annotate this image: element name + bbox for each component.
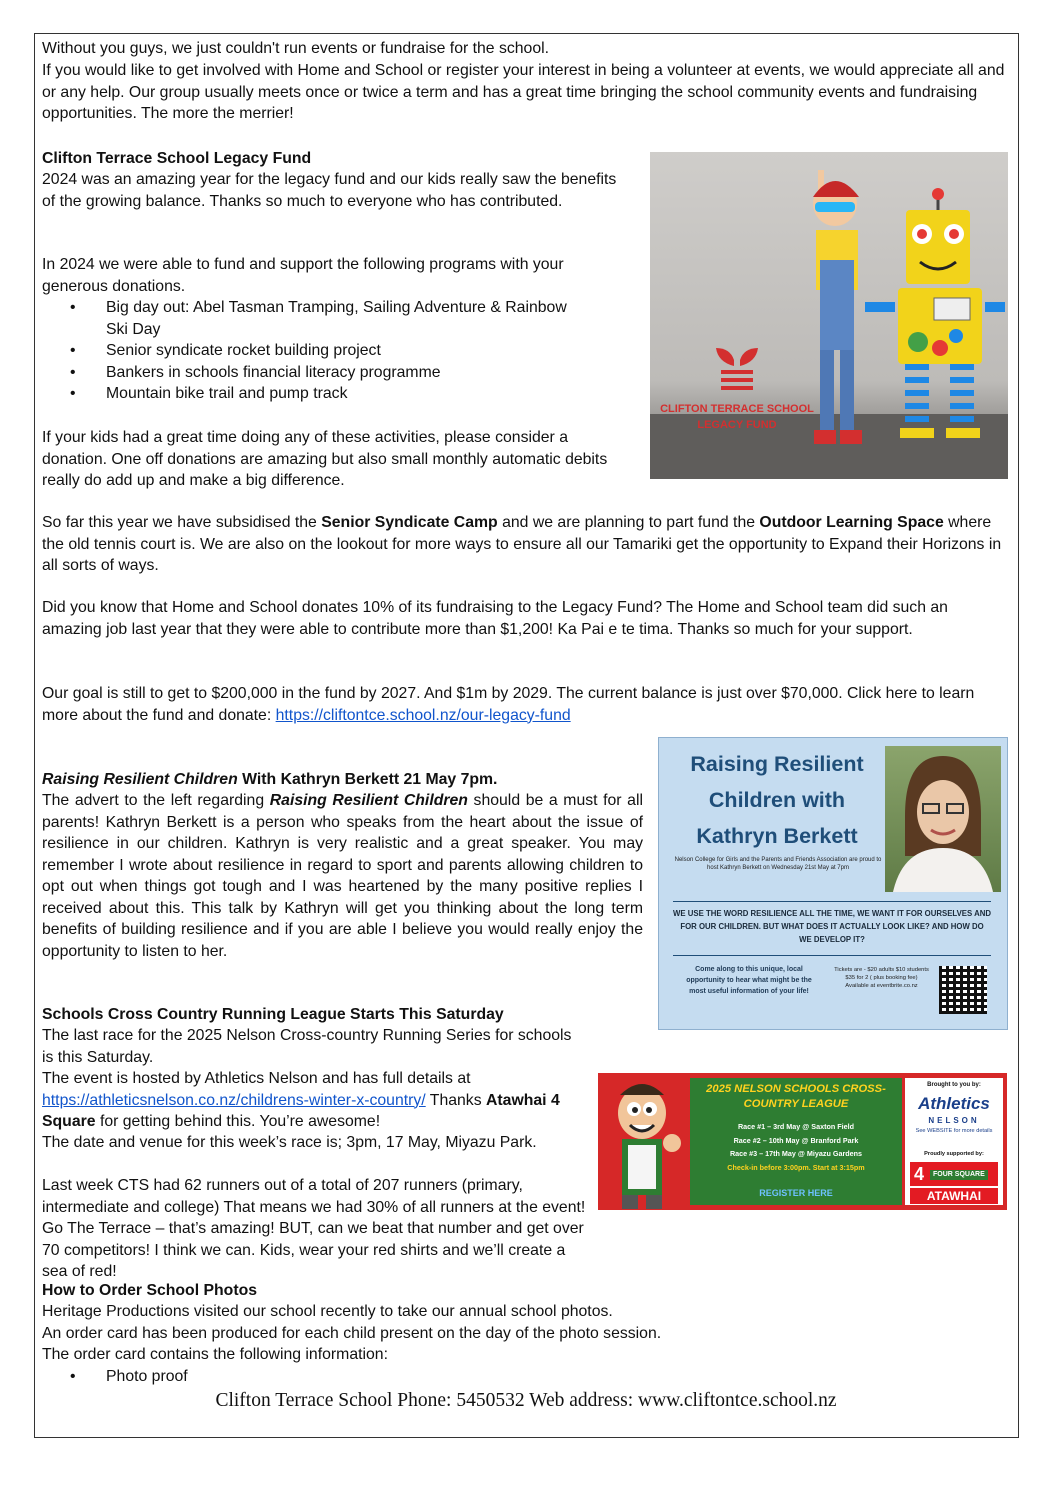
qr-code-icon[interactable] bbox=[939, 966, 987, 1014]
race-item: Race #3 – 17th May @ Miyazu Gardens bbox=[729, 1149, 863, 1158]
child-figure bbox=[813, 170, 862, 444]
photos-line-3: The order card contains the following information: bbox=[42, 1346, 388, 1363]
photos-line-1: Heritage Productions visited our school recently to take our annual school photos. bbox=[42, 1303, 613, 1320]
robot-figure bbox=[865, 188, 1005, 438]
text-run: Our goal is still to get to $200,000 in the fund by 2027. And $1m by 2029. The current balance is just over $70,000. Click here to learn more about the fund and donate: bbox=[42, 685, 975, 724]
text-run: should be a must for all parents! Kathryn Berkett is a person who speaks from the heart about the issue of resilience in our children. Kathryn is very realistic and a great speaker. You may remember I wrote about resilience in regard to sport and parents allowing children to opt out when things got tough and I was heartened by the many positive replies I received about this. This talk by Kathryn will get you thinking about the long term benefits of building resilience and if you are able I believe you would really enjoy the opportunity to listen to her. bbox=[42, 792, 643, 960]
text-run: The event is hosted by Athletics Nelson and has full details at bbox=[42, 1070, 471, 1087]
legacy-fund-logo-icon bbox=[716, 348, 758, 390]
league-info-panel bbox=[690, 1078, 902, 1205]
poster-host-text: Nelson College for Girls and the Parents and Friends Association are proud to host Kathryn Berkett on Wednesday 21st May at 7pm bbox=[674, 857, 882, 871]
cross-country-heading: Schools Cross Country Running League Starts This Saturday bbox=[42, 1006, 504, 1023]
cross-country-paragraph-2 bbox=[42, 1068, 597, 1133]
legacy-paragraph-6 bbox=[42, 683, 1012, 726]
supported-by-text: Proudly supported by: bbox=[924, 1151, 984, 1157]
poster-title: Raising Resilient Children with Kathryn Berkett bbox=[690, 752, 864, 848]
list-item: • Photo proof bbox=[70, 1366, 470, 1388]
four-square-logo bbox=[910, 1162, 998, 1186]
legacy-program-list bbox=[70, 297, 590, 405]
cross-country-paragraph-3: The date and venue for this week’s race is; 3pm, 17 May, Miyazu Park. bbox=[42, 1134, 537, 1151]
speaker-photo bbox=[885, 746, 1001, 892]
svg-text:LEGACY FUND: LEGACY FUND bbox=[697, 419, 777, 431]
legacy-paragraph-1: 2024 was an amazing year for the legacy fund and our kids really saw the benefits of the growing balance. Thanks so much to everyone who has contributed. bbox=[42, 171, 617, 210]
checkin-text: Check-in before 3:00pm. Start at 3:15pm bbox=[727, 1162, 865, 1172]
athletics-logo-text: Athletics bbox=[918, 1094, 990, 1113]
brought-to-you-text: Brought to you by: bbox=[927, 1082, 981, 1088]
list-item: • Bankers in schools financial literacy programme bbox=[70, 362, 590, 384]
legacy-fund-image bbox=[650, 152, 1008, 479]
svg-text:CLIFTON TERRACE SCHOOL: CLIFTON TERRACE SCHOOL bbox=[660, 403, 814, 415]
four-square-number: 4 bbox=[914, 1164, 925, 1184]
speaker-portrait-illustration bbox=[885, 746, 1001, 892]
text-run: So far this year we have subsidised the bbox=[42, 514, 322, 531]
legacy-paragraph-2: In 2024 we were able to fund and support the following programs with your generous donations. bbox=[42, 256, 564, 295]
mascot-icon bbox=[600, 1073, 688, 1210]
text-run: The advert to the left regarding bbox=[42, 792, 270, 809]
race-item: Race #2 – 10th May @ Branford Park bbox=[733, 1135, 859, 1145]
legacy-paragraph-4 bbox=[42, 512, 1012, 577]
outdoor-learning-space-text: Outdoor Learning Space bbox=[759, 514, 944, 531]
four-square-wordmark: FOUR SQUARE bbox=[930, 1170, 988, 1180]
text-run: Thanks bbox=[425, 1091, 486, 1109]
robot-and-child-illustration bbox=[650, 152, 1008, 479]
league-title: 2025 NELSON SCHOOLS CROSS-COUNTRY LEAGUE bbox=[706, 1083, 886, 1110]
sponsor-panel bbox=[905, 1078, 1003, 1205]
page-footer: Clifton Terrace School Phone: 5450532 Web address: www.cliftontce.school.nz bbox=[215, 1390, 837, 1411]
poster-invitation: Come along to this unique, local opportunity to hear what might be the most useful information of your life! bbox=[686, 966, 812, 995]
atawhai-4-square-text: Atawhai 4 Square bbox=[42, 1091, 560, 1130]
athletics-nelson-link[interactable]: https://athleticsnelson.co.nz/childrens-winter-x-country/ bbox=[42, 1091, 426, 1109]
register-here-button[interactable]: REGISTER HERE bbox=[759, 1188, 833, 1198]
cross-country-paragraph-1: The last race for the 2025 Nelson Cross-country Running Series for schools is this Saturday. bbox=[42, 1027, 572, 1066]
intro-line-1: Without you guys, we just couldn't run events or fundraise for the school. bbox=[42, 40, 550, 57]
legacy-paragraph-5: Did you know that Home and School donates 10% of its fundraising to the Legacy Fund? The Home and School team did such an amazing job last year that they were able to contribute more than $1,200! Ka Pai e te tima. Thanks so much for your support. bbox=[42, 599, 948, 638]
legacy-paragraph-3: If your kids had a great time doing any of these activities, please consider a donation. One off donations are amazing but also small monthly automatic debits really do add up and make a big difference. bbox=[42, 429, 608, 489]
text-run: With Kathryn Berkett 21 May 7pm. bbox=[237, 771, 498, 788]
intro-paragraph: If you would like to get involved with Home and School or register your interest in being a volunteer at events, we would appreciate all and or any help. Our group usually meets once or twice a term and has a great time bringing the school community events and fundraising opportunities. The more the merrier! bbox=[42, 62, 1005, 122]
nelson-logo-text: NELSON bbox=[928, 1116, 980, 1125]
league-race-list bbox=[690, 1120, 902, 1174]
text-run: Raising Resilient Children bbox=[42, 771, 238, 788]
photos-heading: How to Order School Photos bbox=[42, 1282, 258, 1299]
text-run: and we are planning to part fund the bbox=[497, 514, 760, 531]
see-website-text: See WEBSITE for more details bbox=[915, 1128, 993, 1134]
resilient-heading bbox=[42, 769, 642, 791]
list-item: • Big day out: Abel Tasman Tramping, Sailing Adventure & Rainbow Ski Day bbox=[70, 297, 590, 340]
list-item: • Mountain bike trail and pump track bbox=[70, 383, 590, 405]
legacy-fund-link[interactable]: https://cliftontce.school.nz/our-legacy-fund bbox=[275, 706, 571, 724]
resilient-paragraph bbox=[42, 790, 643, 962]
poster-quote: WE USE THE WORD RESILIENCE ALL THE TIME, WE WANT IT FOR OURSELVES AND FOR OUR CHILDREN. BUT WHAT DOES IT ACTUALLY LOOK LIKE? AND HOW DO WE DEVELOP IT? bbox=[673, 901, 991, 956]
race-item: Race #1 – 3rd May @ Saxton Field bbox=[737, 1122, 855, 1131]
cross-country-paragraph-4a: Last week CTS had 62 runners out of a total of 207 runners (primary, intermediate and college) That means we had 30% of all runners at the event! Go The Terrace – that’s amazing! BUT, can we beat that number and get over 70 competitors! I think we can. Kids, wear your red shirts and we’ll create a sea of red! bbox=[42, 1177, 586, 1280]
legacy-heading: Clifton Terrace School Legacy Fund bbox=[42, 150, 312, 167]
photos-info-list bbox=[70, 1366, 470, 1388]
text-run: for getting behind this. You’re awesome! bbox=[95, 1113, 381, 1130]
resilient-children-poster bbox=[658, 737, 1008, 1030]
list-item: • Senior syndicate rocket building project bbox=[70, 340, 590, 362]
atawhai-logo-text: ATAWHAI bbox=[910, 1188, 998, 1204]
text-run: where the old tennis court is. We are also on the lookout for more ways to ensure all our Tamariki get the opportunity to Expand their Horizons in all sorts of ways. bbox=[42, 514, 1002, 574]
cross-country-banner bbox=[598, 1073, 1007, 1210]
photos-line-2: An order card has been produced for each child present on the day of the photo session. bbox=[42, 1325, 662, 1342]
poster-ticket-info: Tickets are - $20 adults $10 students $35 for 2 ( plus booking fee) Available at eventbrite.co.nz bbox=[834, 967, 929, 989]
text-run: Raising Resilient Children bbox=[269, 792, 468, 809]
senior-syndicate-camp-text: Senior Syndicate Camp bbox=[321, 514, 498, 531]
